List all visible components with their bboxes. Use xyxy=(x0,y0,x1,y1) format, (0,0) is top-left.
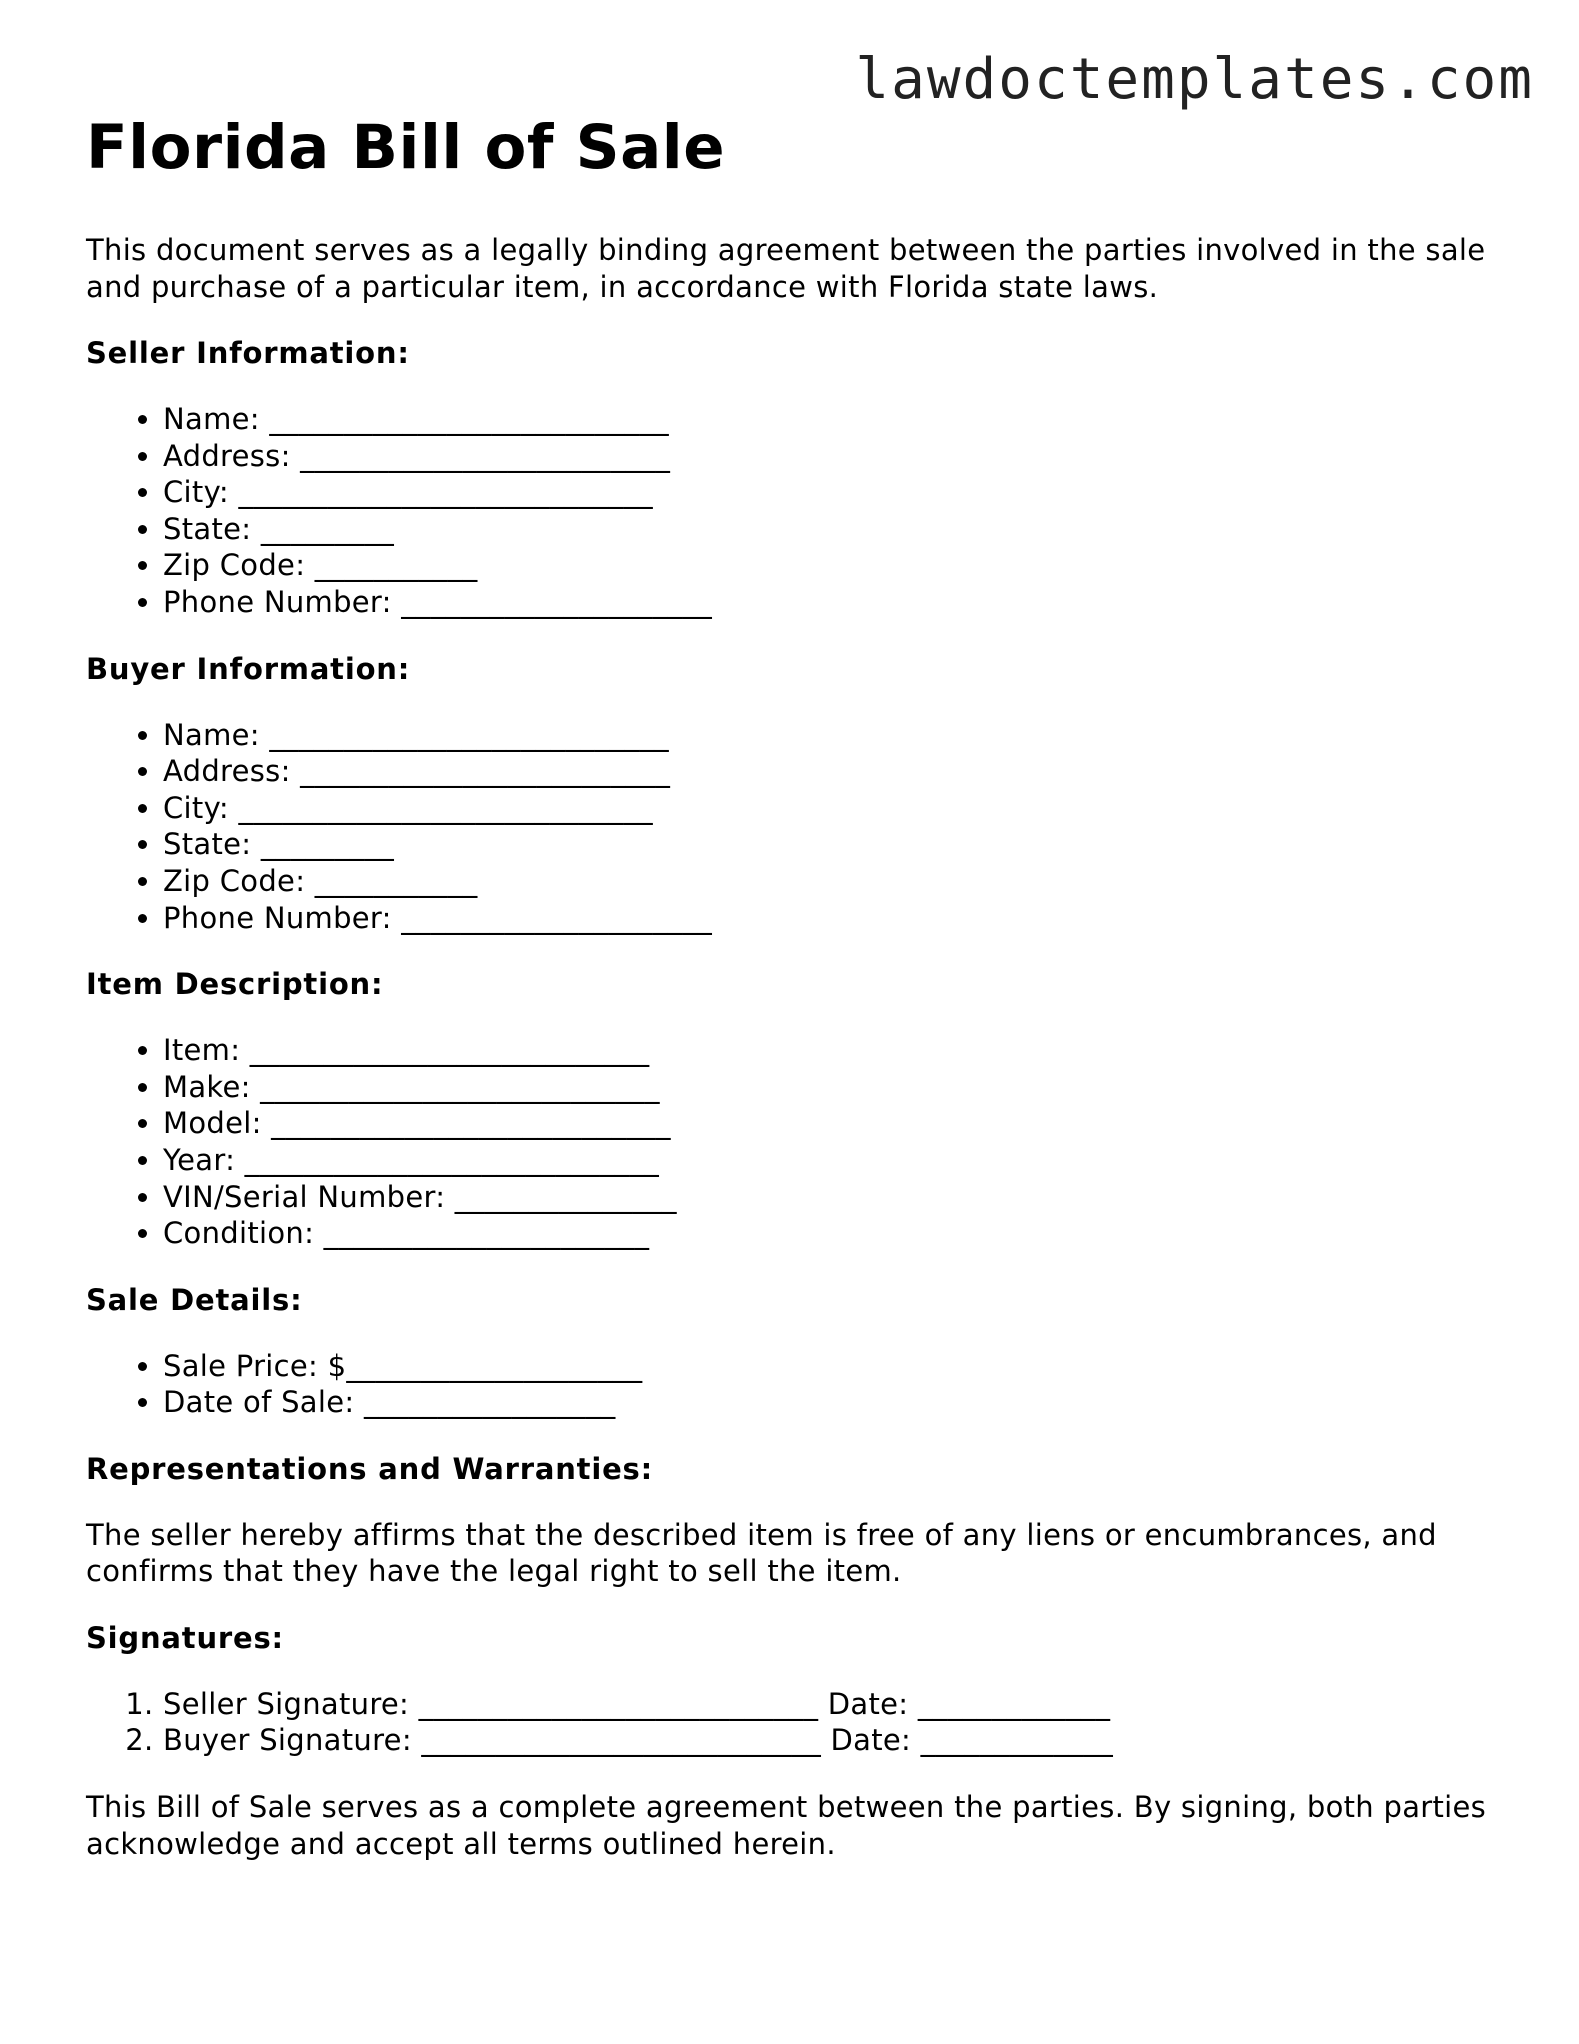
item-name-field: • Item: ___________________________ xyxy=(163,1032,1506,1069)
closing-paragraph: This Bill of Sale serves as a complete agreement between the parties. By signing, both parties acknowledge and accept all terms outlined herein. xyxy=(86,1790,1487,1861)
item-year-field: • Year: ____________________________ xyxy=(163,1142,1506,1179)
warranties-section-heading: Representations and Warranties: xyxy=(86,1451,654,1486)
watermark-text: lawdoctemplates.com xyxy=(855,47,1534,112)
buyer-name-field: • Name: ___________________________ xyxy=(163,717,1506,754)
buyer-section-heading: Buyer Information: xyxy=(86,651,411,686)
item-vin-field: • VIN/Serial Number: _______________ xyxy=(163,1179,1506,1216)
buyer-zip-field: • Zip Code: ___________ xyxy=(163,863,1506,900)
intro-paragraph: This document serves as a legally binding agreement between the parties involved in the sale and purchase of a particular item, in accordance with Florida state laws. xyxy=(86,233,1486,304)
item-fields-list xyxy=(86,1032,1506,1252)
seller-state-field: • State: _________ xyxy=(163,511,1506,548)
page-title: Florida Bill of Sale xyxy=(86,112,726,183)
seller-section-heading: Seller Information: xyxy=(86,336,410,370)
seller-zip-field: • Zip Code: ___________ xyxy=(163,547,1506,584)
item-make-field: • Make: ___________________________ xyxy=(163,1069,1506,1106)
seller-signature-line: 1. Seller Signature: ___________________________ Date: _____________ xyxy=(163,1686,1506,1723)
sale-date-field: • Date of Sale: _________________ xyxy=(163,1384,1506,1421)
document-page xyxy=(86,108,1506,1892)
signatures-section-heading: Signatures: xyxy=(86,1620,284,1655)
seller-city-field: • City: ____________________________ xyxy=(163,474,1506,511)
buyer-address-field: • Address: _________________________ xyxy=(163,753,1506,790)
sale-section-heading: Sale Details: xyxy=(86,1282,303,1317)
item-model-field: • Model: ___________________________ xyxy=(163,1105,1506,1142)
seller-phone-field: • Phone Number: _____________________ xyxy=(163,584,1506,621)
seller-address-field: • Address: _________________________ xyxy=(163,438,1506,475)
seller-name-field: • Name: ___________________________ xyxy=(163,401,1506,438)
sale-fields-list xyxy=(86,1348,1506,1421)
buyer-signature-line: 2. Buyer Signature: ___________________________ Date: _____________ xyxy=(163,1722,1506,1759)
warranties-paragraph: The seller hereby affirms that the described item is free of any liens or encumbrances, and confirms that they have the legal right to sell the item. xyxy=(86,1517,1437,1589)
sale-price-field: • Sale Price: $____________________ xyxy=(163,1348,1506,1385)
buyer-phone-field: • Phone Number: _____________________ xyxy=(163,900,1506,937)
buyer-fields-list xyxy=(86,717,1506,937)
seller-fields-list xyxy=(86,401,1506,621)
buyer-state-field: • State: _________ xyxy=(163,826,1506,863)
item-section-heading: Item Description: xyxy=(86,967,384,1002)
item-condition-field: • Condition: ______________________ xyxy=(163,1215,1506,1252)
signatures-list xyxy=(86,1686,1506,1759)
buyer-city-field: • City: ____________________________ xyxy=(163,790,1506,827)
